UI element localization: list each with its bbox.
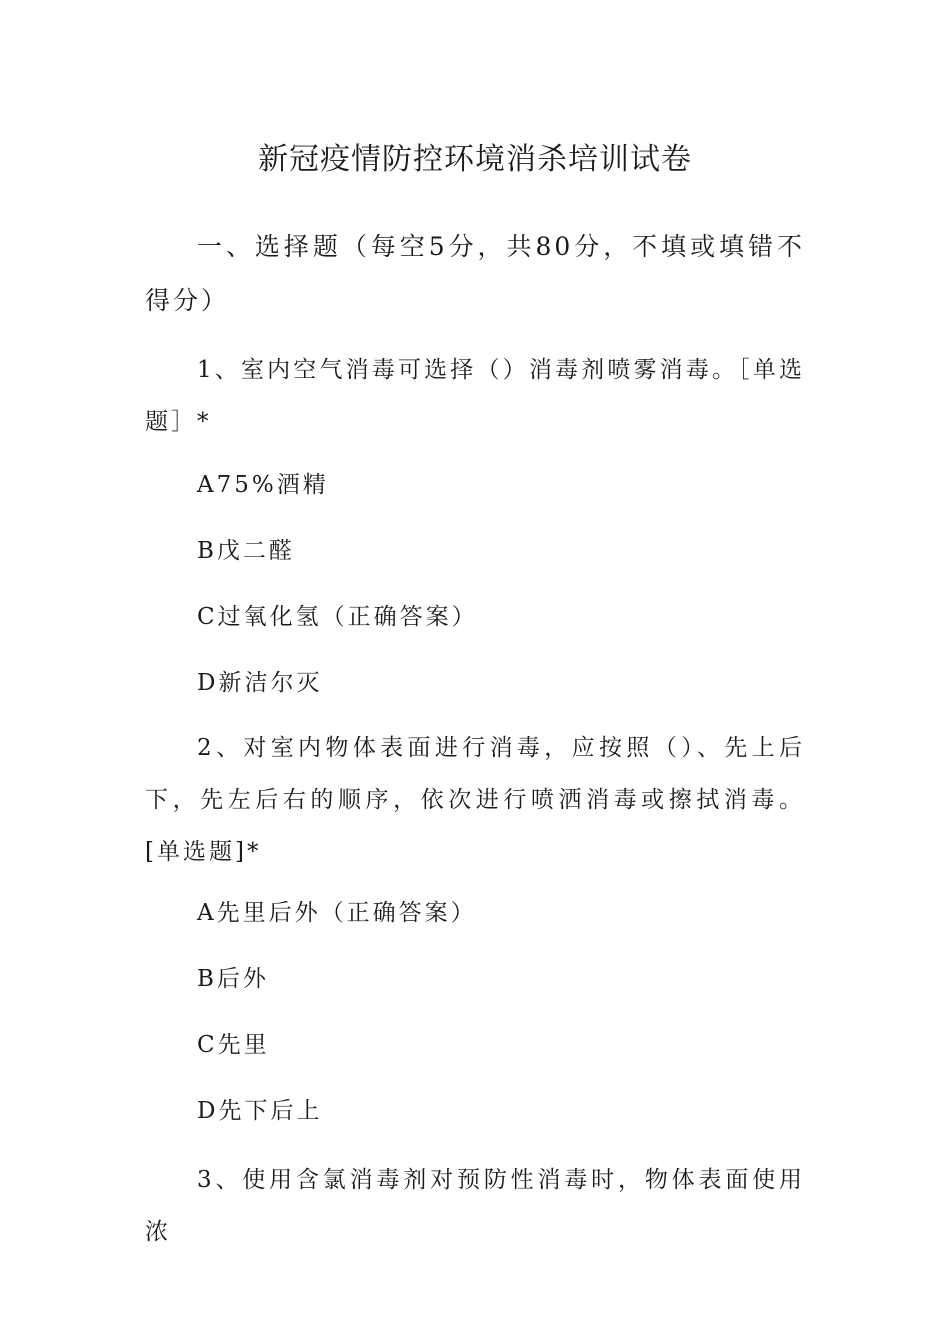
question-1-option-b: B戊二醛 (197, 538, 295, 564)
question-3-stem: 3、使用含氯消毒剂对预防性消毒时，物体表面使用浓 (145, 1167, 805, 1245)
question-1-option-c: C过氧化氢（正确答案） (197, 604, 478, 630)
question-1-option-a: A75%酒精 (197, 472, 329, 498)
question-2-option-c: C先里 (197, 1032, 270, 1058)
document-title: 新冠疫情防控环境消杀培训试卷 (258, 142, 692, 177)
question-2-option-b: B后外 (197, 966, 269, 992)
section-heading: 一、选择题（每空5分，共80分，不填或填错不得分） (145, 232, 805, 315)
question-1-option-d: D新洁尔灭 (197, 670, 323, 696)
question-2-option-a: A先里后外（正确答案） (197, 900, 477, 926)
question-1-stem: 1、室内空气消毒可选择（）消毒剂喷雾消毒。［单选题］* (145, 357, 805, 435)
question-2-option-d: D先下后上 (197, 1098, 323, 1124)
question-2-stem: 2、对室内物体表面进行消毒，应按照（）、先上后下，先左后右的顺序，依次进行喷洒消毒或擦拭消毒。[单选题]* (145, 735, 805, 865)
